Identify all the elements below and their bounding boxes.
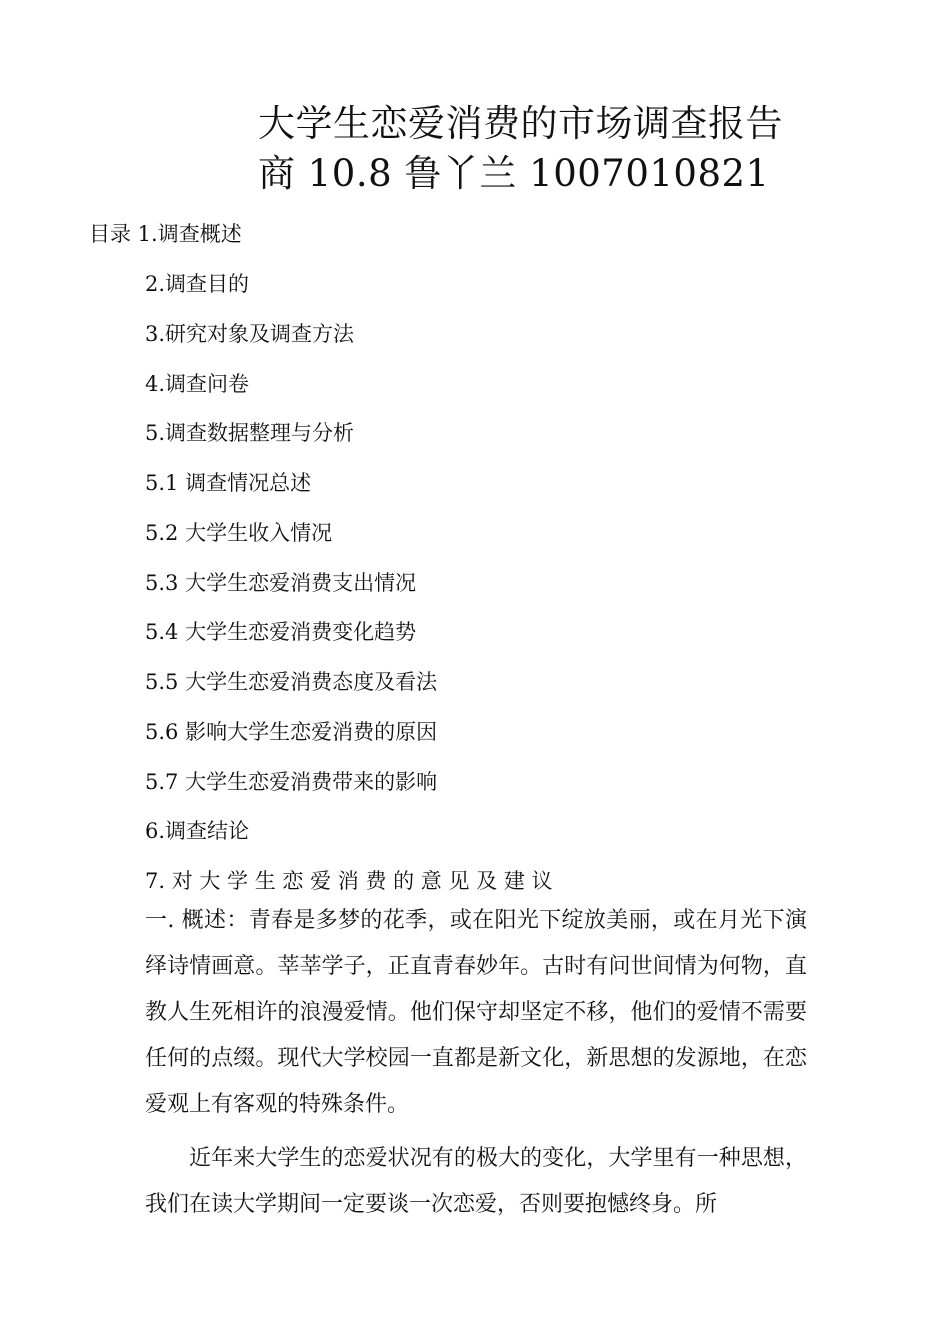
toc-item: 5.7 大学生恋爱消费带来的影响 bbox=[145, 770, 438, 794]
toc-item: 5.5 大学生恋爱消费态度及看法 bbox=[145, 670, 438, 694]
toc-item: 5.调查数据整理与分析 bbox=[145, 421, 355, 445]
report-title: 大学生恋爱消费的市场调查报告 bbox=[258, 102, 783, 145]
toc-item: 2.调查目的 bbox=[145, 272, 250, 296]
toc-item: 4.调查问卷 bbox=[145, 372, 250, 396]
toc-item: 6.调查结论 bbox=[145, 819, 250, 843]
toc-item: 5.4 大学生恋爱消费变化趋势 bbox=[145, 620, 417, 644]
body-paragraph: 近年来大学生的恋爱状况有的极大的变化，大学里有一种思想，我们在读大学期间一定要谈一次恋爱，否则要抱憾终身。所 bbox=[145, 1146, 807, 1217]
author-line: 商 10.8 鲁丫兰 1007010821 bbox=[258, 152, 770, 195]
toc-item: 5.3 大学生恋爱消费支出情况 bbox=[145, 571, 417, 595]
toc-item: 7. 对 大 学 生 恋 爱 消 费 的 意 见 及 建 议 bbox=[145, 869, 553, 893]
toc-item: 5.6 影响大学生恋爱消费的原因 bbox=[145, 720, 438, 744]
toc-item: 5.1 调查情况总述 bbox=[145, 471, 312, 495]
toc-heading: 目录 1.调查概述 bbox=[89, 222, 242, 246]
overview-paragraph: 一. 概述：青春是多梦的花季，或在阳光下绽放美丽，或在月光下演绎诗情画意。莘莘学子，正直青春妙年。古时有问世间情为何物，直教人生死相许的浪漫爱情。他们保守却坚定不移，他们的爱情不需要任何的点缀。现代大学校园一直都是新文化，新思想的发源地，在恋爱观上有客观的特殊条件。 bbox=[145, 908, 807, 1117]
toc-item: 5.2 大学生收入情况 bbox=[145, 521, 333, 545]
toc-item: 3.研究对象及调查方法 bbox=[145, 322, 355, 346]
